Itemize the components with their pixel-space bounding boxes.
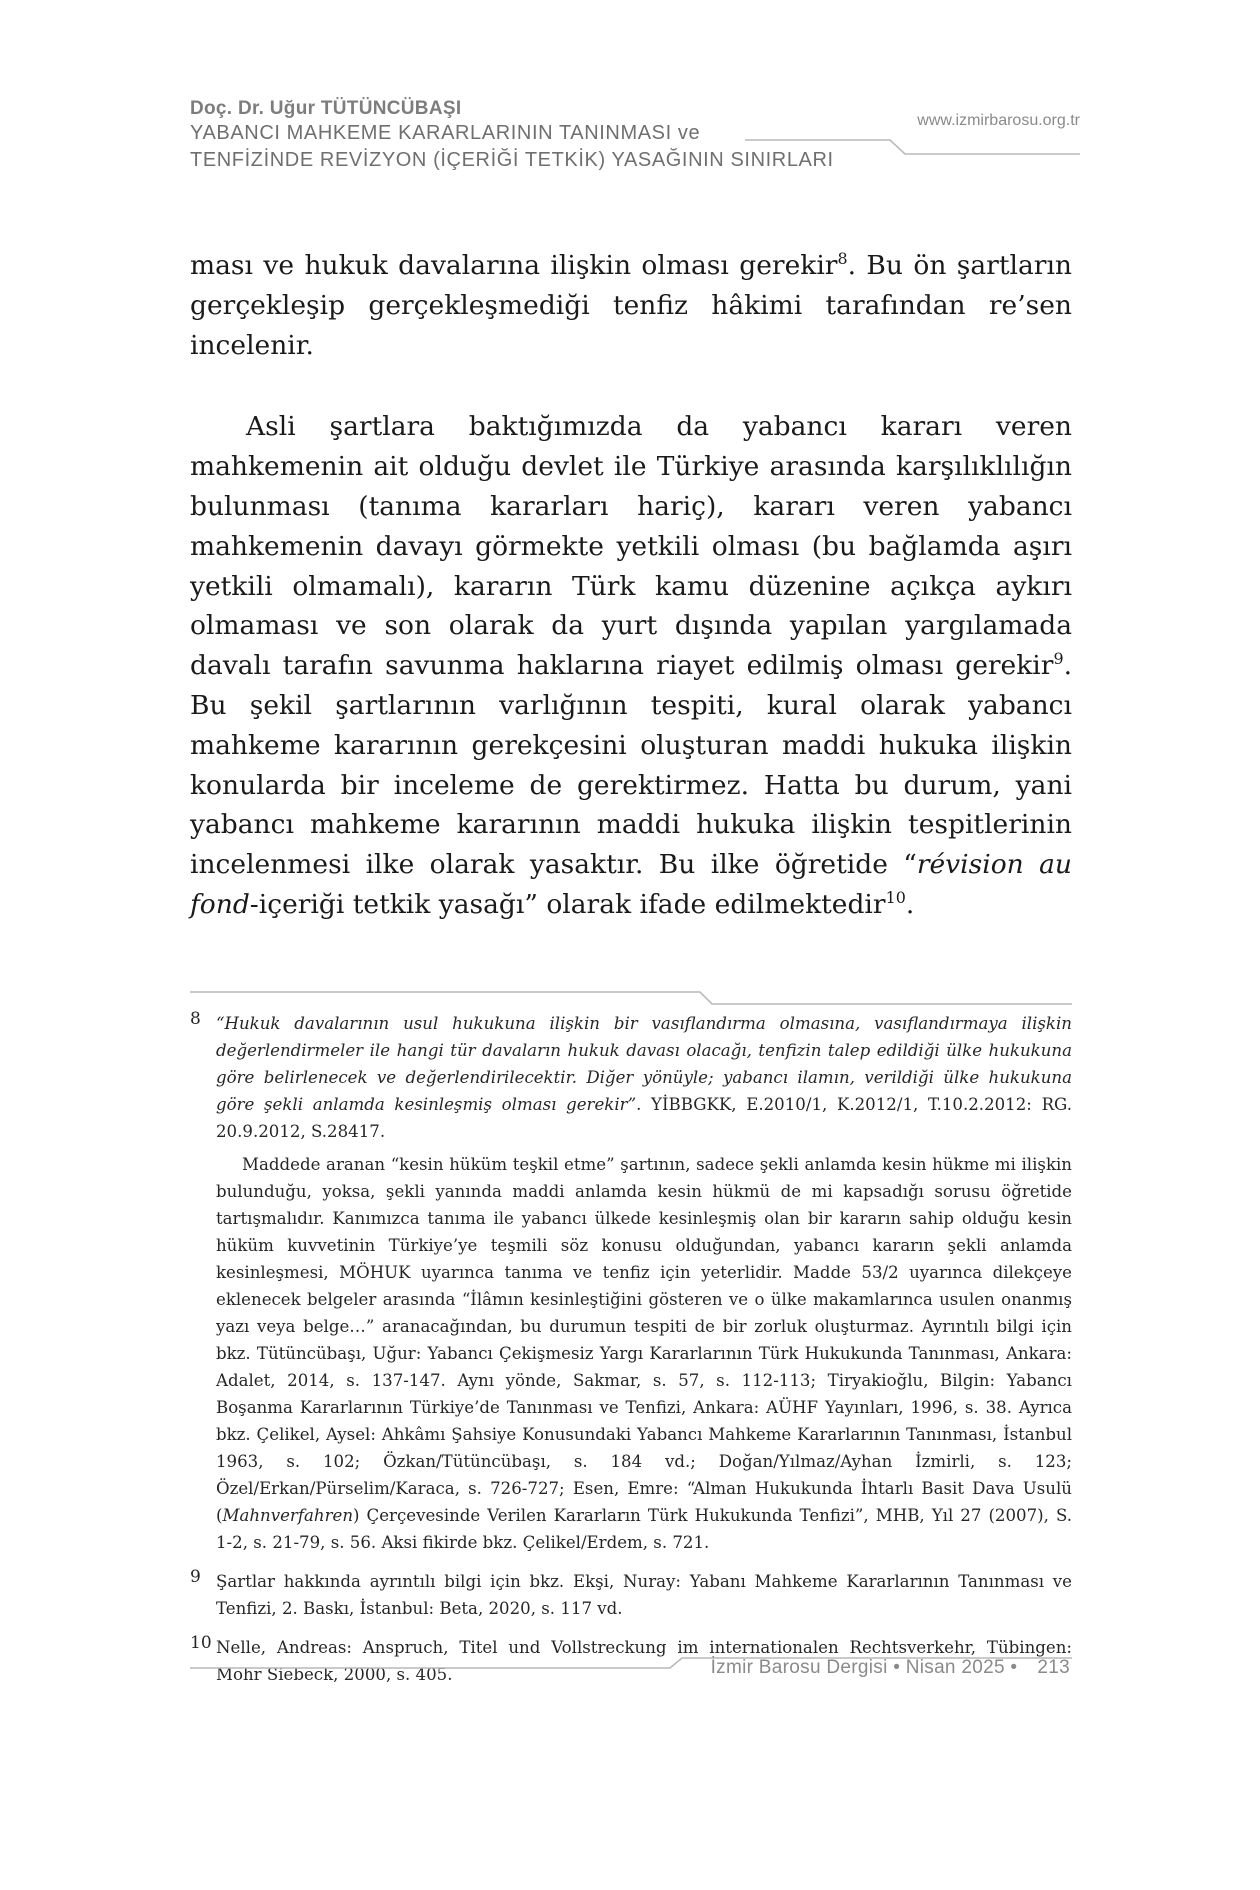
footnote-ref-9[interactable]: 9	[1053, 649, 1064, 669]
page-number: 213	[1037, 1657, 1070, 1678]
article-title-line-1: YABANCI MAHKEME KARARLARININ TANINMASI ve	[190, 122, 701, 144]
page-footer	[711, 1657, 1070, 1679]
running-header	[190, 98, 1080, 174]
body-paragraph-2: Asli şartlara baktığımızda da yabancı kararı veren mahkemenin ait olduğu devlet ile Türkiye arasında karşılıklılığın bulunması (tanıma kararları hariç), kararı veren yabancı mahkemenin davayı görmekte yetkili olması (bu bağlamda aşırı yetkili olmamalı), kararın Türk kamu düzenine açıkça aykırı olmaması ve son olarak da yurt dışında yapılan yargılamada davalı tarafın savunma haklarına riayet edilmiş olması gerekir$^9$. Bu şekil şartlarının varlığının tespiti, kural olarak yabancı mahkeme kararının gerekçesini oluşturan maddi hukuka ilişkin konularda bir inceleme de gerektirmez. Hatta bu durum, yani yabancı mahkeme kararının maddi hukuka ilişkin tespitlerinin incelenmesi ilke olarak yasaktır. Bu ilke öğretide “révision au fond-içeriği tetkik yasağı” olarak ifade edilmektedir$^{10}$.	[190, 411, 1072, 920]
footnotes-section	[190, 1010, 1072, 1688]
footnote-ref-8[interactable]: 8	[837, 249, 848, 269]
header-rule	[190, 128, 1080, 188]
journal-name: İzmir Barosu Dergisi • Nisan 2025 •	[710, 1657, 1018, 1678]
footnote-number: 10	[190, 1633, 212, 1653]
main-body-text	[190, 246, 1072, 925]
author-name: Doç. Dr. Uğur TÜTÜNCÜBAŞI	[190, 98, 462, 119]
body-paragraph-1: ması ve hukuk davalarına ilişkin olması gerekir$^8$. Bu ön şartların gerçekleşip gerçekleşmediği tenfiz hâkimi tarafından re’sen incelenir.	[190, 249, 1072, 361]
footnote-8: 8 “Hukuk davalarının usul hukukuna ilişkin bir vasıflandırma olmasına, vasıflandırmaya ilişkin değerlendirmeler ile hangi tür davaların hukuk davası olacağı, tenfizin talep edildiği ülke hukukuna göre belirlenecek ve değerlendirilecektir. Diğer yönüyle; yabancı ilamın, verildiği ülke hukukuna göre şekli anlamda kesinleşmiş olması gerekir”. YİBBGKK, E.2010/1, K.2012/1, T.10.2.2012: RG. 20.9.2012, S.28417. Maddede aranan “kesin hüküm teşkil etme” şartının, sadece şekli anlamda kesin hükme mi ilişkin bulunduğu, yoksa, şekli yanında maddi anlamda kesin hükmü de mi kapsadığı sorusu öğretide tartışmalıdır. Kanımızca tanıma ile yabancı ülkede kesinleşmiş olan bir kararın sahip olduğu kesin hüküm kuvvetinin Türkiye’ye teşmili söz konusu olduğundan, yabancı kararın şekli anlamda kesinleşmesi, MÖHUK uyarınca tanıma ve tenfiz için yeterlidir. Madde 53/2 uyarınca dilekçeye eklenecek belgeler arasında “İlâmın kesinleştiğini gösteren ve o ülke makamlarınca usulen onanmış yazı veya belge…” aranacağından, bu durumun tespiti de bir zorluk oluşturmaz. Ayrıntılı bilgi için bkz. Tütüncübaşı, Uğur: Yabancı Çekişmesiz Yargı Kararlarının Türk Hukukunda Tanınması, Ankara: Adalet, 2014, s. 137-147. Aynı yönde, Sakmar, s. 57, s. 112-113; Tiryakioğlu, Bilgin: Yabancı Boşanma Kararlarının Türkiye’de Tanınması ve Tenfizi, Ankara: AÜHF Yayınları, 1996, s. 38. Ayrıca bkz. Çelikel, Aysel: Ahkâmı Şahsiye Konusundaki Yabancı Mahkeme Kararlarının Tanınması, İstanbul 1963, s. 102; Özkan/Tütüncübaşı, s. 184 vd.; Doğan/Yılmaz/Ayhan İzmirli, s. 123; Özel/Erkan/Pürselim/Karaca, s. 726-727; Esen, Emre: “Alman Hukukunda İhtarlı Basit Dava Usulü (Mahnverfahren) Çerçevesinde Verilen Kararların Türk Hukukunda Tenfizi”, MHB, Yıl 27 (2007), S. 1-2, s. 21-79, s. 56. Aksi fikirde bkz. Çelikel/Erdem, s. 721.	[190, 1010, 1072, 1556]
italic-term: révision au fond	[190, 849, 1072, 920]
footnote-divider	[190, 990, 1072, 1010]
footnote-ref-10[interactable]: 10	[885, 888, 906, 908]
footnote-number: 8	[190, 1009, 201, 1029]
article-title-line-2: TENFİZİNDE REVİZYON (İÇERİĞİ TETKİK) YASAĞININ SINIRLARI	[190, 149, 834, 171]
footnote-9: 9 Şartlar hakkında ayrıntılı bilgi için bkz. Ekşi, Nuray: Yabanı Mahkeme Kararlarının Tanınması ve Tenfizi, 2. Baskı, İstanbul: Beta, 2020, s. 117 vd.	[190, 1568, 1072, 1622]
footnote-10: 10 Nelle, Andreas: Anspruch, Titel und Vollstreckung im internationalen Rechtsverkehr, Tübingen: Mohr Siebeck, 2000, s. 405.	[190, 1634, 1072, 1688]
footnote-number: 9	[190, 1567, 201, 1587]
website-url: www.izmirbarosu.org.tr	[917, 112, 1080, 129]
